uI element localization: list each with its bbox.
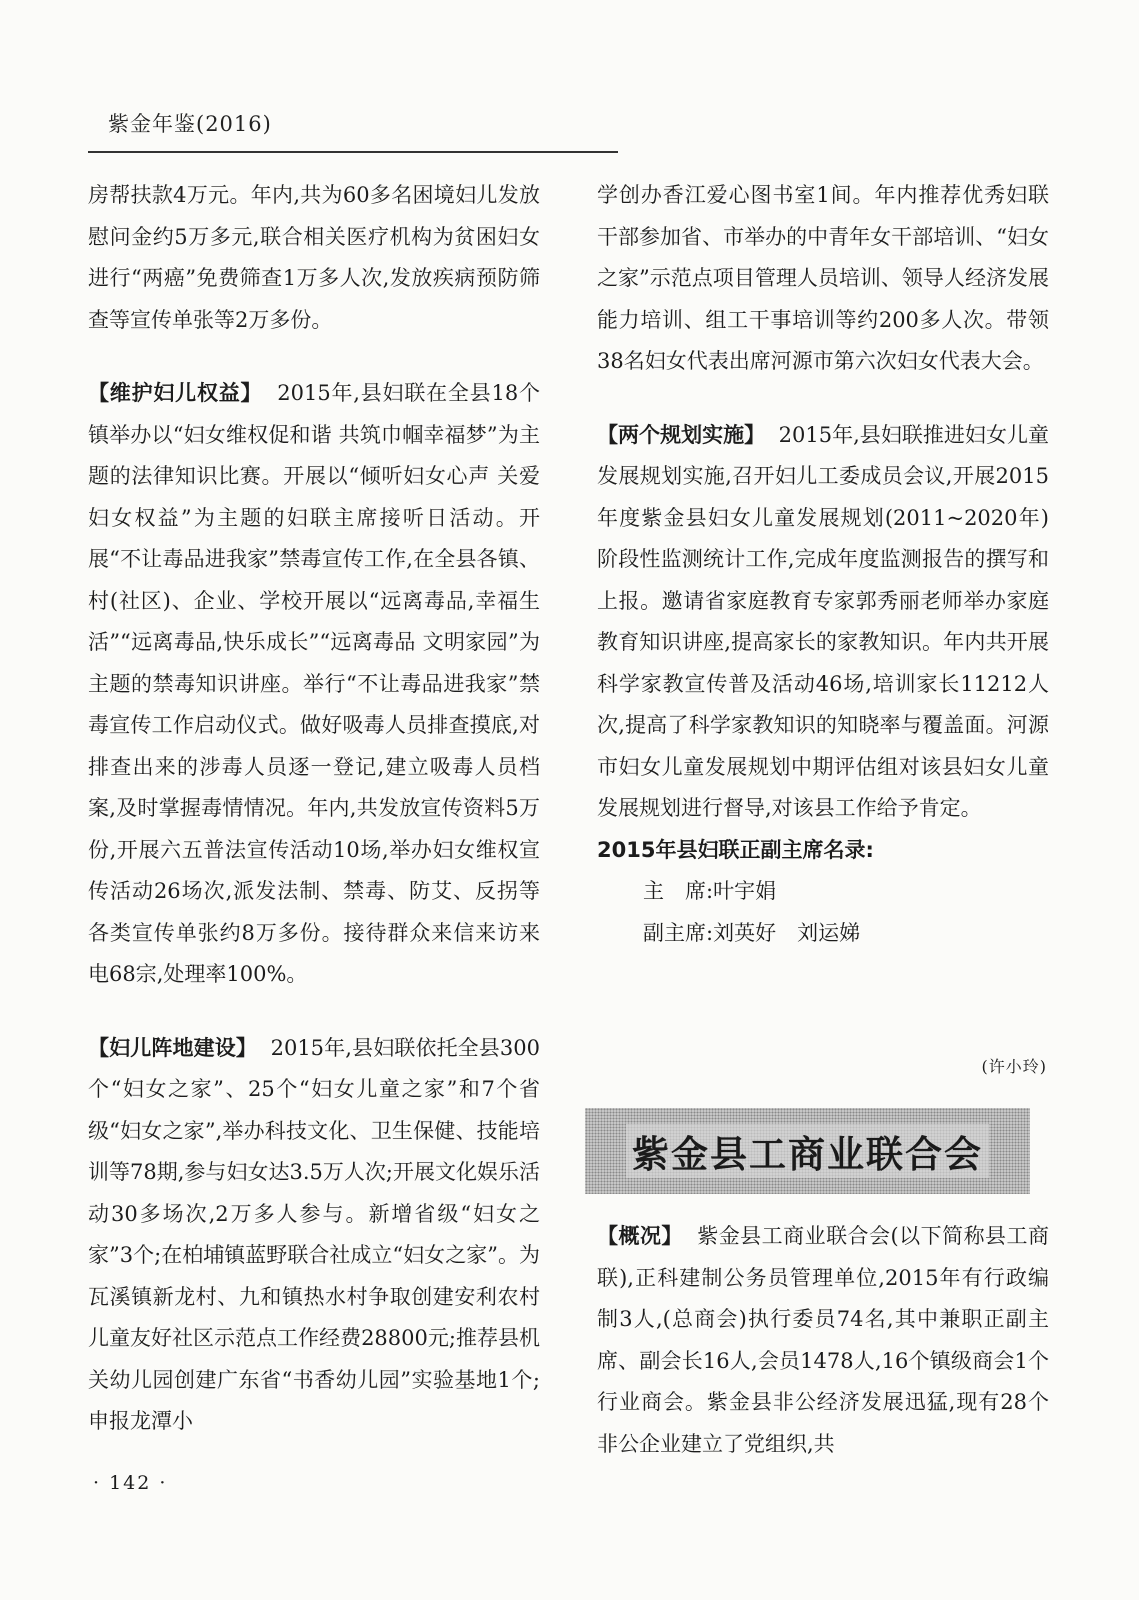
section-banner — [585, 1108, 1030, 1194]
section-title: 【概况】 — [597, 1224, 683, 1248]
section-body: 紫金县工商业联合会(以下简称县工商联),正科建制公务员管理单位,2015年有行政编制3人,(总商会)执行委员74名,其中兼职正副主席、副会长16人,会员1478人,16个镇级商会1个行业商会。紫金县非公经济发展迅猛,现有28个非公企业建立了党组织,共 — [597, 1224, 1050, 1456]
running-head: 紫金年鉴(2016) — [108, 112, 272, 136]
paragraph-continued: 学创办香江爱心图书室1间。年内推荐优秀妇联干部参加省、市举办的中青年女干部培训、“妇女之家”示范点项目管理人员培训、领导人经济发展能力培训、组工干事培训等约200多人次。带领38名妇女代表出席河源市第六次妇女代表大会。 — [597, 183, 1049, 373]
section-overview — [597, 1216, 1049, 1465]
section-title: 【维护妇儿权益】 — [88, 381, 263, 405]
page-number: · 142 · — [93, 1472, 168, 1494]
section-body: 2015年,县妇联推进妇女儿童发展规划实施,召开妇儿工委成员会议,开展2015年度紫金县妇女儿童发展规划(2011~2020年)阶段性监测统计工作,完成年度监测报告的撰写和上报。邀请省家庭教育专家郭秀丽老师举办家庭教育知识讲座,提高家长的家教知识。年内共开展科学家教宣传普及活动46场,培训家长11212人次,提高了科学家教知识的知晓率与覆盖面。河源市妇女儿童发展规划中期评估组对该县妇女儿童发展规划进行督导,对该县工作给予肯定。 — [597, 422, 1049, 820]
right-column — [597, 175, 1049, 954]
left-column — [88, 175, 540, 1443]
banner-title: 紫金县工商业联合会 — [626, 1124, 989, 1178]
chair-list-title: 2015年县妇联正副主席名录: — [597, 837, 874, 862]
header-rule — [88, 151, 618, 153]
section-title: 【两个规划实施】 — [597, 422, 766, 447]
chair-entry: 主 席:叶宇娟 — [643, 879, 777, 903]
author-credit: (许小玲) — [981, 1057, 1047, 1076]
section-body: 2015年,县妇联在全县18个镇举办以“妇女维权促和谐 共筑巾帼幸福梦”为主题的法律知识比赛。开展以“倾听妇女心声 关爱妇女权益”为主题的妇联主席接听日活动。开展“不让毒品进我家”禁毒宣传工作,在全县各镇、村(社区)、企业、学校开展以“远离毒品,幸福生活”“远离毒品,快乐成长”“远离毒品 文明家园”为主题的禁毒知识讲座。举行“不让毒品进我家”禁毒宣传工作启动仪式。做好吸毒人员排查摸底,对排查出来的涉毒人员逐一登记,建立吸毒人员档案,及时掌握毒情情况。年内,共发放宣传资料5万份,开展六五普法宣传活动10场,举办妇女维权宣传活动26场次,派发法制、禁毒、防艾、反拐等各类宣传单张约8万多份。接待群众来信来访来电68宗,处理率100%。 — [88, 381, 541, 986]
section-position-building — [88, 1028, 540, 1443]
section-rights-protection — [88, 373, 540, 996]
paragraph-continued: 房帮扶款4万元。年内,共为60多名困境妇儿发放慰问金约5万多元,联合相关医疗机构为贫困妇女进行“两癌”免费筛查1万多人次,发放疾病预防筛查等宣传单张等2万多份。 — [88, 183, 540, 332]
right-column-lower — [597, 1216, 1049, 1465]
section-title: 【妇儿阵地建设】 — [88, 1035, 257, 1060]
vice-chair-entry: 副主席:刘英好 刘运娣 — [643, 920, 861, 945]
section-body: 2015年,县妇联依托全县300个“妇女之家”、25个“妇女儿童之家”和7个省级“妇女之家”,举办科技文化、卫生保健、技能培训等78期,参与妇女达3.5万人次;开展文化娱乐活动30多场次,2万多人参与。新增省级“妇女之家”3个;在柏埔镇蓝野联合社成立“妇女之家”。为瓦溪镇新龙村、九和镇热水村争取创建安利农村儿童友好社区示范点工作经费28800元;推荐县机关幼儿园创建广东省“书香幼儿园”实验基地1个;申报龙潭小 — [88, 1035, 541, 1433]
section-two-plans — [597, 415, 1049, 830]
